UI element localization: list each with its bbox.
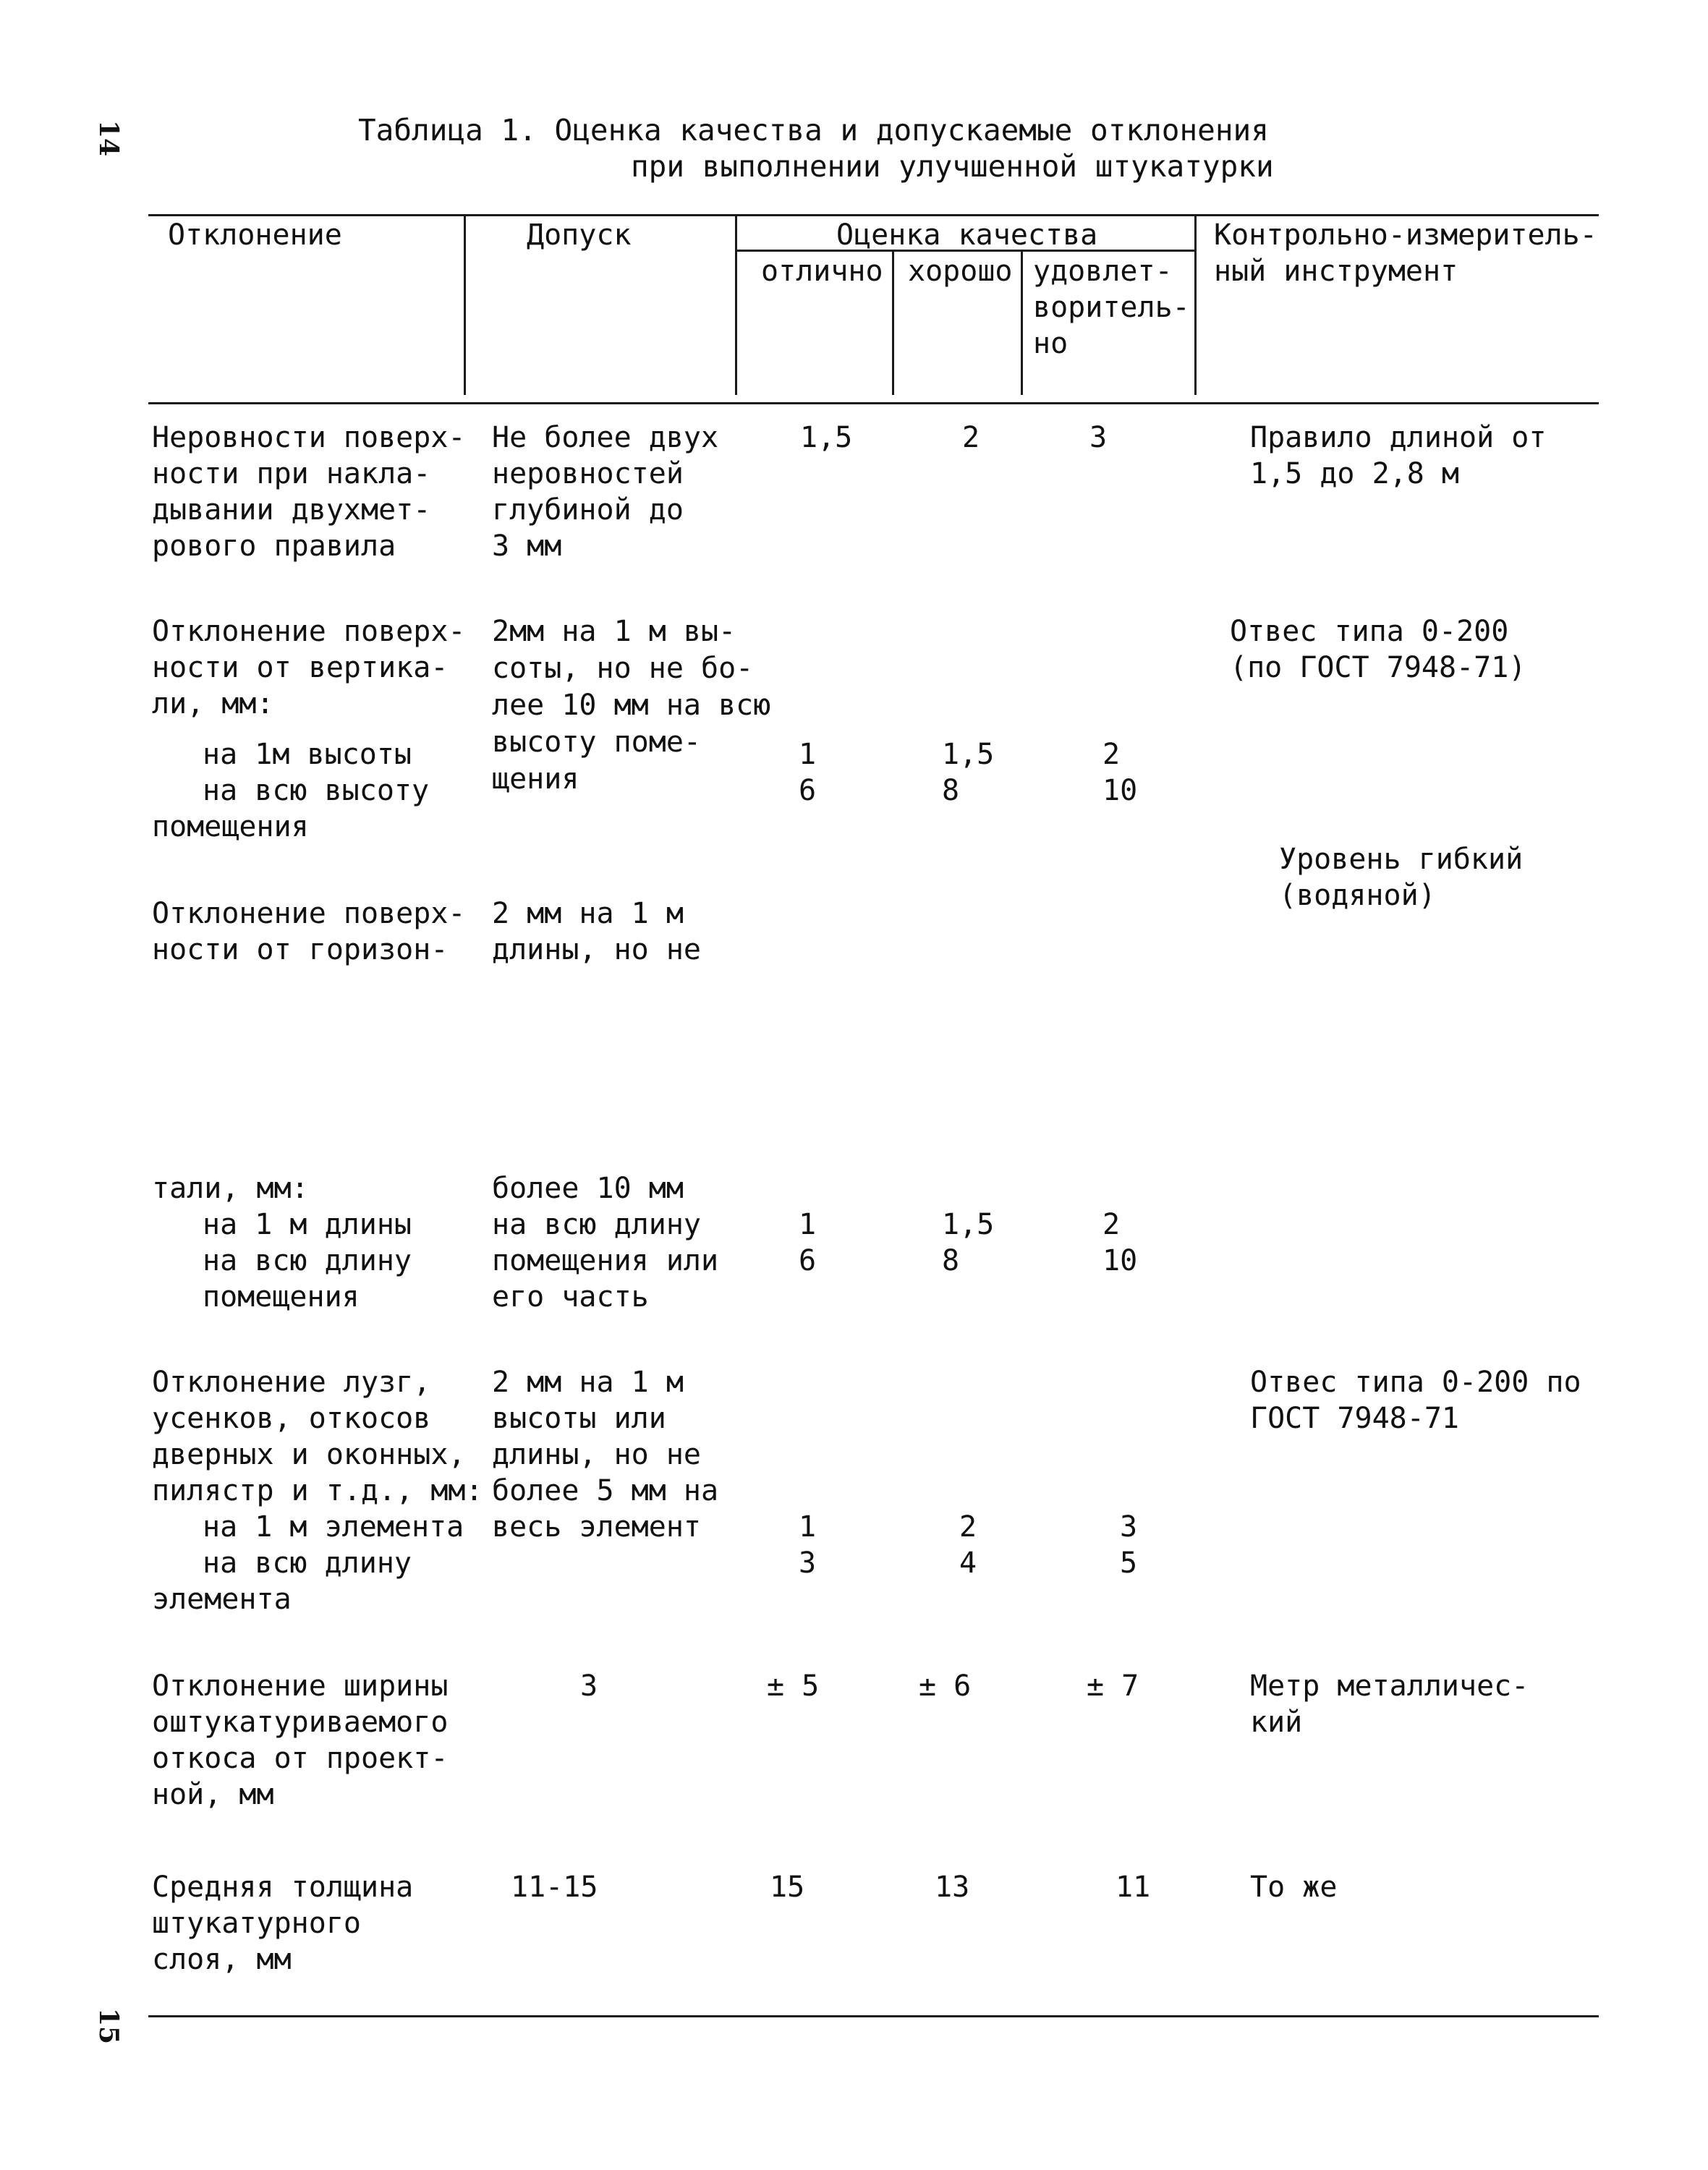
header-tolerance: Допуск [527,218,632,252]
row-2-sub-tail: помещения [152,810,309,843]
row-2-excellent: 1 6 [799,738,817,807]
row-6-good: 13 [935,1871,970,1904]
page-number-top: 14 [93,119,124,157]
row-1-good: 2 [962,421,980,454]
row-3-instrument: Уровень гибкий (водяной) [1279,843,1524,912]
table-title-line-2: при выполнении улучшенной штукатурки [631,149,1274,184]
row-6-satisfactory: 11 [1116,1871,1151,1904]
row-4-satisfactory: 3 5 [1120,1510,1138,1580]
row-1-excellent: 1,5 [800,421,853,454]
row-2-good: 1,5 8 [942,738,995,807]
header-top-rule [148,214,1599,216]
row-2-satisfactory: 2 10 [1102,738,1138,807]
row-5-deviation: Отклонение ширины оштукатуриваемого откоса от проект- ной, мм [152,1669,449,1811]
row-4-instrument: Отвес типа 0-200 по ГОСТ 7948-71 [1250,1366,1581,1435]
header-satisfactory: удовлет- воритель- но [1033,255,1190,360]
row-6-instrument: То же [1250,1871,1338,1904]
row-1-tolerance: Не более двух неровностей глубиной до 3 мм [492,421,719,563]
row-4-deviation: Отклонение лузг, усенков, откосов дверных и оконных, пилястр и т.д., мм: [152,1366,483,1507]
row-6-deviation: Средняя толщина штукатурного слоя, мм [152,1871,414,1976]
header-divider-3 [892,250,894,395]
row-4-tolerance: 2 мм на 1 м высоты или длины, но не более 5 мм на весь элемент [492,1366,719,1544]
header-divider-4 [1021,250,1023,395]
table-title-line-1: Таблица 1. Оценка качества и допускаемые отклонения [358,113,1269,148]
table-bottom-rule [148,2015,1599,2017]
row-6-tolerance: 11-15 [511,1871,598,1904]
row-2-deviation: Отклонение поверх- ности от вертика- ли, мм: [152,615,466,720]
row-4-excellent: 1 3 [799,1510,817,1580]
page-number-bottom: 15 [93,2007,124,2045]
row-3-sub: на 1 м длины на всю длину помещения [203,1208,412,1314]
header-divider-1 [464,214,466,395]
row-3-deviation-part-1: Отклонение поверх- ности от горизон- [152,897,466,966]
header-good: хорошо [908,255,1013,288]
row-5-good: ± 6 [919,1669,972,1703]
header-excellent: отлично [761,255,883,288]
row-1-deviation: Неровности поверх- ности при накла- дывании двухмет- рового правила [152,421,466,563]
row-2-sub: на 1м высоты на всю высоту [203,738,430,807]
row-5-instrument: Метр металличес- кий [1250,1669,1529,1739]
row-5-satisfactory: ± 7 [1087,1669,1139,1703]
row-3-tolerance-part-1: 2 мм на 1 м длины, но не [492,897,701,966]
row-3-good: 1,5 8 [942,1208,995,1277]
header-divider-2 [735,214,737,395]
header-quality: Оценка качества [836,218,1098,252]
row-4-good: 2 4 [959,1510,977,1580]
header-divider-5 [1194,214,1197,395]
header-deviation: Отклонение [168,218,342,252]
row-1-instrument: Правило длиной от 1,5 до 2,8 м [1250,421,1547,490]
row-3-tolerance-part-2: более 10 мм на всю длину помещения или его часть [492,1172,719,1314]
row-2-instrument: Отвес типа 0-200 (по ГОСТ 7948-71) [1230,615,1526,684]
row-4-sub: на 1 м элемента на всю длину [203,1510,464,1580]
row-2-tolerance: 2мм на 1 м вы- соты, но не бо- лее 10 мм на всю высоту поме- щения [492,615,771,796]
row-6-excellent: 15 [770,1871,805,1904]
row-1-satisfactory: 3 [1089,421,1108,454]
header-instrument: Контрольно-измеритель- ный инструмент [1214,218,1597,288]
row-5-excellent: ± 5 [767,1669,820,1703]
row-3-deviation-part-2: тали, мм: [152,1172,309,1205]
header-bottom-rule [148,402,1599,404]
row-3-excellent: 1 6 [799,1208,817,1277]
row-4-sub-tail: элемента [152,1583,292,1616]
row-5-tolerance: 3 [580,1669,598,1703]
row-3-satisfactory: 2 10 [1102,1208,1138,1277]
